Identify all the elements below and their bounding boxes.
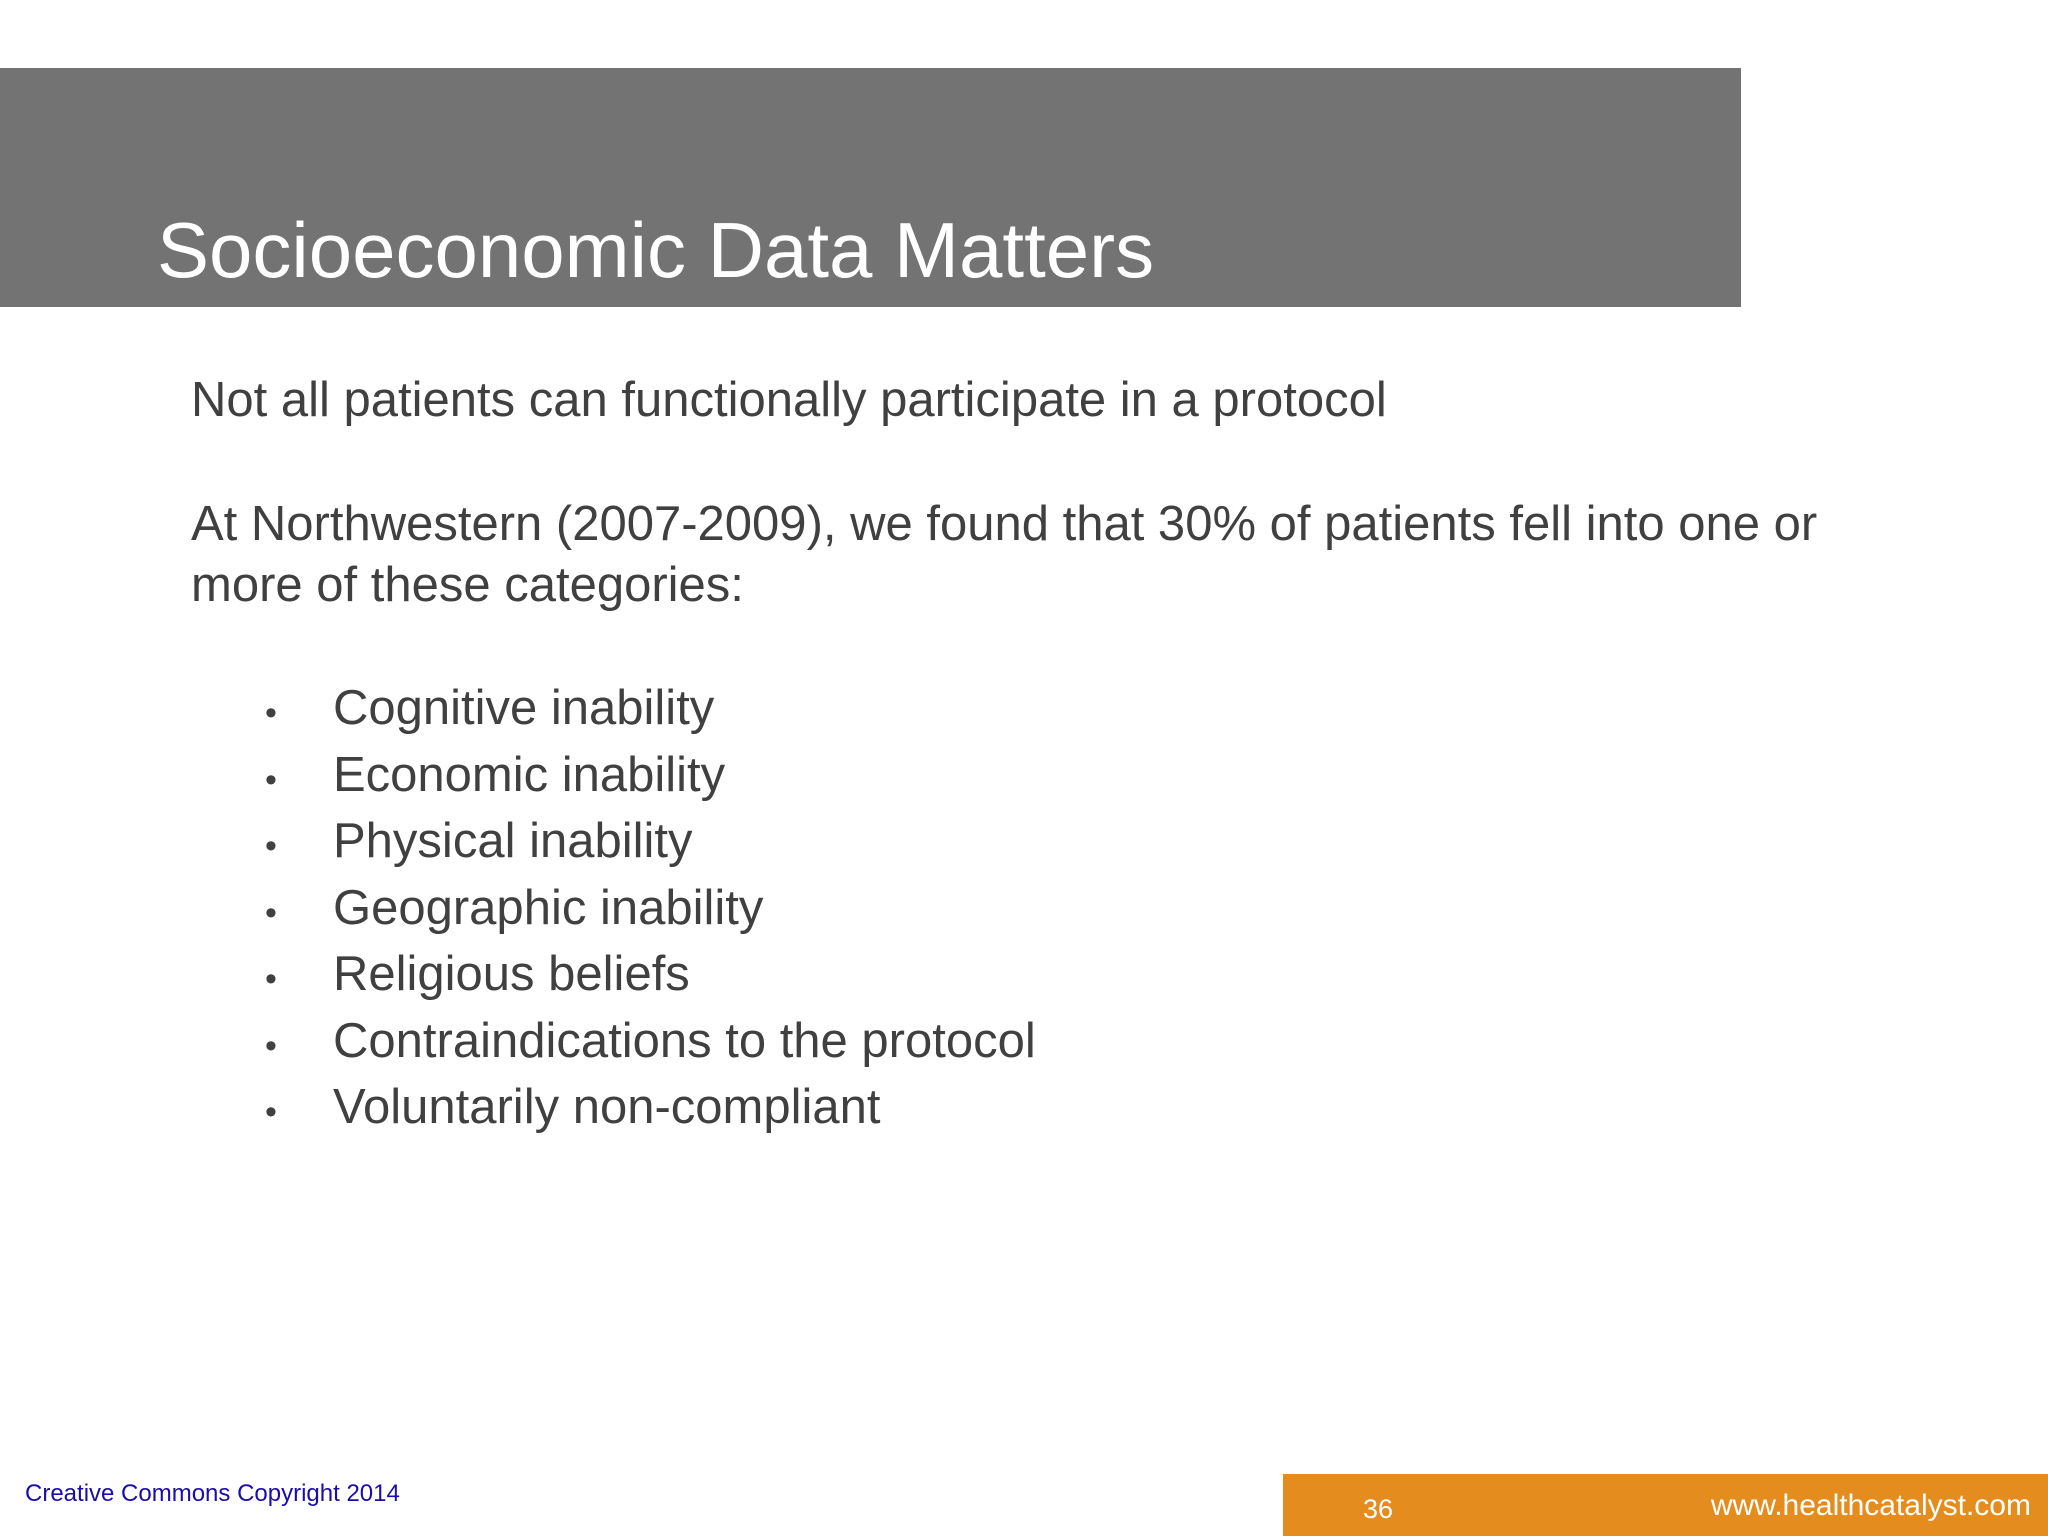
list-item [265,678,1036,745]
list-item-label: Cognitive inability [333,681,715,735]
list-item-label: Voluntarily non-compliant [333,1080,881,1134]
list-item-label: Physical inability [333,814,693,868]
list-item [265,745,1036,812]
intro-text: Not all patients can functionally participate in a protocol [191,373,1387,427]
website-url: www.healthcatalyst.com [1710,1489,2031,1522]
footer-bar [1283,1474,2048,1536]
bullet-icon: • [265,694,277,732]
list-item [265,811,1036,878]
bullet-icon: • [265,893,277,932]
finding-text: At Northwestern (2007-2009), we found that 30% of patients fell into one or more of these categories: [191,497,1818,612]
bullet-icon: • [265,1026,277,1065]
bullet-icon: • [265,1093,277,1131]
list-item-label: Contraindications to the protocol [333,1013,1036,1068]
list-item [265,1077,1036,1144]
category-list [265,678,1036,1144]
list-item [265,944,1036,1011]
list-item-label: Economic inability [333,747,726,802]
page-number: 36 [1363,1494,1394,1524]
slide-title: Socioeconomic Data Matters [157,206,1155,294]
list-item-label: Religious beliefs [333,947,690,1001]
list-item [265,878,1036,945]
list-item-label: Geographic inability [333,880,764,935]
list-item [265,1011,1036,1078]
bullet-icon: • [265,960,277,998]
bullet-icon: • [265,760,277,799]
bullet-icon: • [265,827,277,865]
copyright-text: Creative Commons Copyright 2014 [25,1480,400,1507]
